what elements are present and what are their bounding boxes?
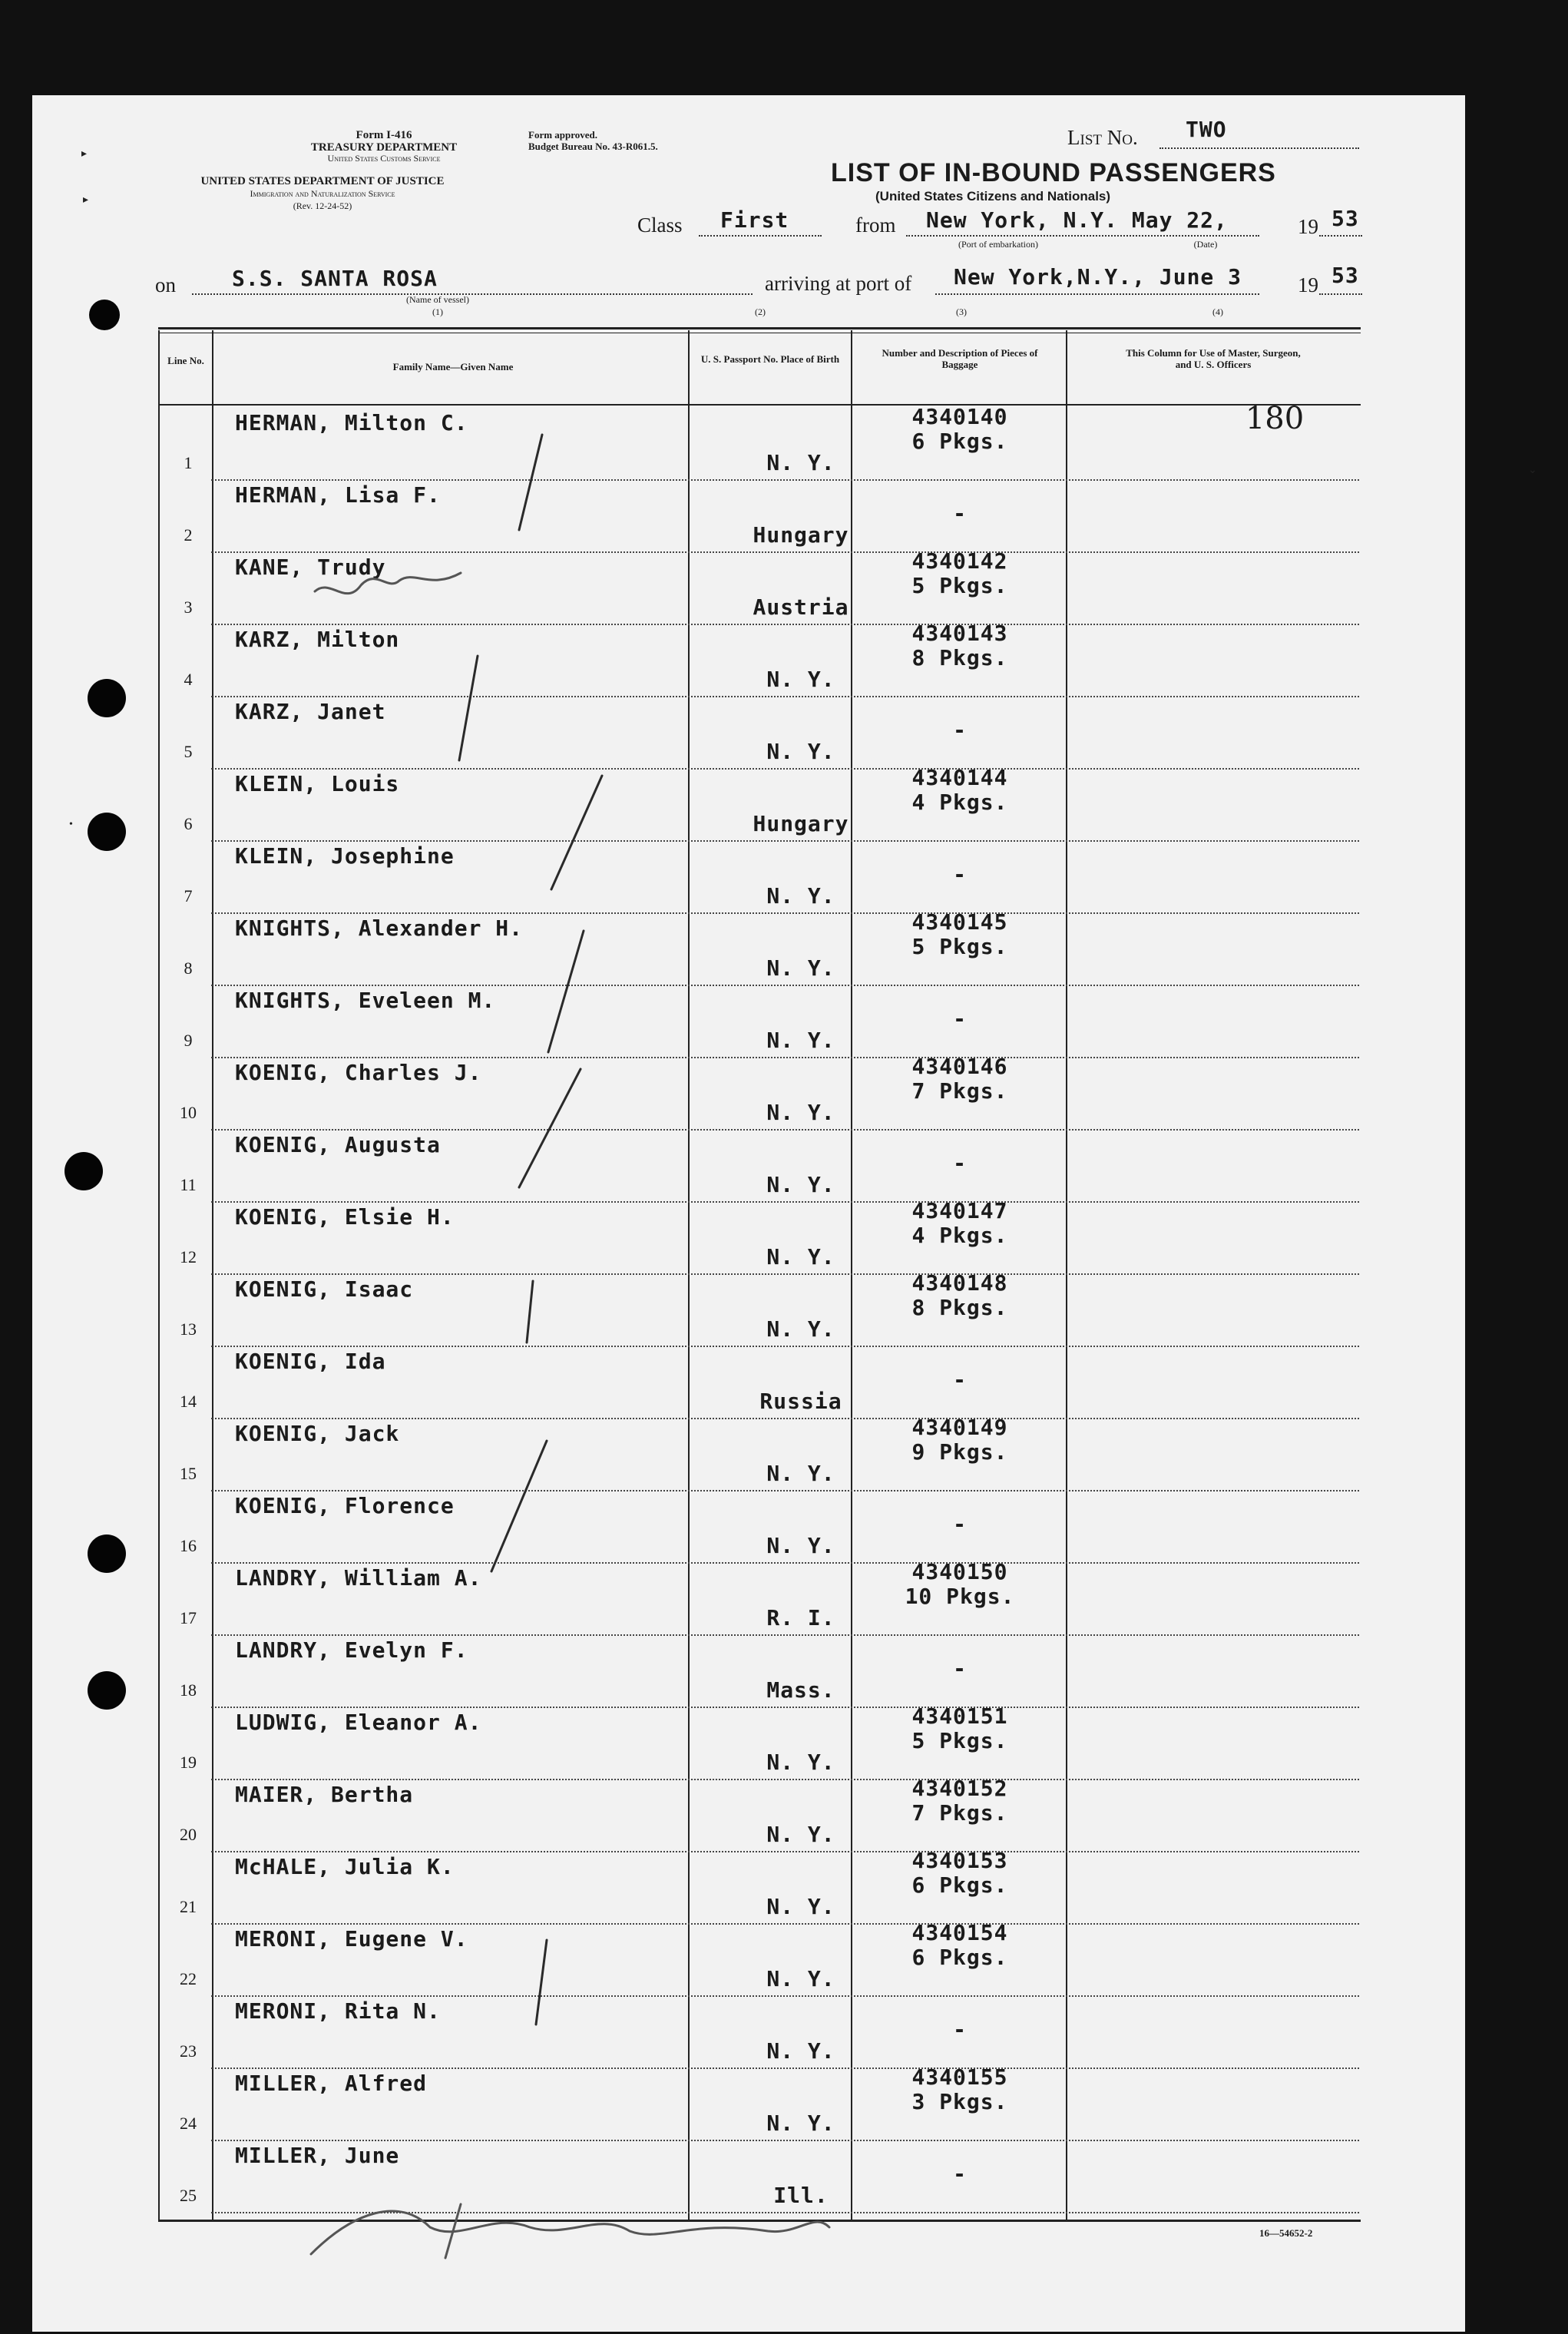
baggage-number: 4340144	[911, 765, 1008, 790]
table-row	[0, 1848, 1568, 1928]
passenger-name: KLEIN, Louis	[235, 771, 400, 796]
passenger-name: KOENIG, Jack	[235, 1421, 400, 1446]
line-number: 23	[180, 2041, 197, 2061]
baggage-description: 5 Pkgs.	[911, 573, 1008, 598]
row-rule	[211, 1923, 1359, 1925]
from-label: from	[855, 214, 896, 237]
baggage-number: 4340150	[911, 1559, 1008, 1584]
baggage-description: 6 Pkgs.	[911, 1872, 1008, 1898]
table-row	[0, 401, 1568, 484]
line-number: 8	[184, 958, 193, 978]
list-subtitle: (United States Citizens and Nationals)	[875, 189, 1111, 204]
table-row	[0, 1920, 1568, 2000]
line-number: 24	[180, 2114, 197, 2133]
row-rule	[211, 1851, 1359, 1852]
year-1: 53	[1331, 206, 1359, 231]
naturalization-service: Immigration and Naturalization Service	[250, 188, 395, 199]
place-of-birth: R. I.	[766, 1605, 835, 1630]
place-of-birth: N. Y.	[766, 1316, 835, 1342]
row-rule	[211, 840, 1359, 842]
line-number: 13	[180, 1319, 197, 1339]
line-number: 14	[180, 1392, 197, 1411]
passenger-name: MILLER, June	[235, 2143, 400, 2168]
baggage-description: -	[953, 1656, 967, 1681]
line-number: 7	[184, 886, 193, 905]
passenger-name: KOENIG, Ida	[235, 1349, 386, 1374]
revision-date: (Rev. 12-24-52)	[293, 200, 352, 211]
row-rule	[211, 1562, 1359, 1564]
baggage-number: 4340155	[911, 2064, 1008, 2090]
line-number: 1	[184, 453, 193, 472]
place-of-birth: N. Y.	[766, 1172, 835, 1197]
place-of-birth: N. Y.	[766, 1100, 835, 1125]
year-prefix-1: 19	[1298, 215, 1318, 238]
list-number-label: List No.	[1067, 126, 1138, 149]
place-of-birth: N. Y.	[766, 739, 835, 764]
header-bottom-rule	[158, 404, 1361, 406]
line-number: 22	[180, 1969, 197, 1988]
embarkation-port-date: New York, N.Y. May 22,	[926, 207, 1228, 233]
line-number: 6	[184, 814, 193, 833]
row-rule	[211, 696, 1359, 697]
baggage-number: 4340153	[911, 1848, 1008, 1873]
passenger-name: HERMAN, Lisa F.	[235, 482, 441, 508]
passenger-name: KNIGHTS, Alexander H.	[235, 915, 524, 941]
passenger-name: MILLER, Alfred	[235, 2071, 428, 2096]
passenger-name: KOENIG, Charles J.	[235, 1060, 482, 1085]
budget-bureau-number: Budget Bureau No. 43-R061.5.	[528, 141, 658, 152]
row-rule	[211, 1490, 1359, 1491]
baggage-description: 10 Pkgs.	[905, 1584, 1015, 1609]
line-number: 16	[180, 1536, 197, 1555]
baggage-description: -	[953, 1511, 967, 1537]
place-of-birth: N. Y.	[766, 1028, 835, 1053]
arrival-port-date: New York,N.Y., June 3	[954, 264, 1242, 290]
table-row	[0, 700, 1568, 773]
place-of-birth: Russia	[759, 1389, 842, 1414]
baggage-number: 4340146	[911, 1054, 1008, 1079]
baggage-description: 9 Pkgs.	[911, 1439, 1008, 1465]
line-number: 20	[180, 1825, 197, 1844]
vessel-caption: (Name of vessel)	[406, 294, 469, 305]
baggage-description: 8 Pkgs.	[911, 645, 1008, 670]
class-value: First	[720, 207, 789, 233]
column-header-name: Family Name—Given Name	[392, 361, 514, 372]
table-row	[0, 1134, 1568, 1206]
baggage-description: 5 Pkgs.	[911, 934, 1008, 959]
passenger-name: KOENIG, Elsie H.	[235, 1204, 455, 1230]
line-number: 3	[184, 598, 193, 617]
place-of-birth: Austria	[753, 594, 849, 620]
passenger-name: MERONI, Rita N.	[235, 1998, 441, 2024]
column-caption-1: (1)	[432, 306, 443, 317]
line-number: 19	[180, 1753, 197, 1772]
date-caption: (Date)	[1193, 239, 1218, 250]
place-of-birth: Mass.	[766, 1677, 835, 1703]
passenger-name: KOENIG, Augusta	[235, 1132, 441, 1157]
passenger-name: KARZ, Milton	[235, 627, 400, 652]
table-top-rule	[158, 327, 1361, 329]
table-row	[0, 1198, 1568, 1278]
list-number: TWO	[1186, 117, 1227, 142]
place-of-birth: Hungary	[753, 522, 849, 548]
baggage-description: 5 Pkgs.	[911, 1728, 1008, 1753]
passenger-name: HERMAN, Milton C.	[235, 410, 468, 435]
place-of-birth: N. Y.	[766, 1966, 835, 1991]
baggage-number: 4340147	[911, 1198, 1008, 1223]
baggage-description: 7 Pkgs.	[911, 1800, 1008, 1826]
table-row	[0, 2064, 1568, 2144]
row-rule	[211, 1346, 1359, 1347]
punch-hole	[89, 300, 120, 330]
table-row	[0, 1495, 1568, 1567]
passenger-name: McHALE, Julia K.	[235, 1854, 455, 1879]
baggage-description: -	[953, 1367, 967, 1392]
baggage-description: 4 Pkgs.	[911, 1223, 1008, 1248]
baggage-description: -	[953, 862, 967, 887]
table-row	[0, 765, 1568, 845]
edge-mark: ▸	[81, 148, 88, 160]
line-number: 11	[180, 1175, 197, 1194]
passenger-name: MERONI, Eugene V.	[235, 1926, 468, 1952]
table-row	[0, 1559, 1568, 1639]
place-of-birth: N. Y.	[766, 667, 835, 692]
table-row	[0, 989, 1568, 1061]
row-rule	[211, 2212, 1359, 2213]
edge-mark: ▸	[83, 194, 89, 206]
row-rule	[211, 768, 1359, 770]
officer-notation: 180	[1245, 401, 1305, 436]
column-caption-2: (2)	[755, 306, 766, 317]
baggage-number: 4340148	[911, 1270, 1008, 1296]
line-number: 2	[184, 525, 193, 545]
table-bottom-rule	[158, 2220, 1361, 2222]
column-header-passport: U. S. Passport No. Place of Birth	[700, 353, 840, 365]
row-rule	[211, 1707, 1359, 1708]
baggage-description: 8 Pkgs.	[911, 1295, 1008, 1320]
table-row	[0, 621, 1568, 700]
line-number: 18	[180, 1680, 197, 1700]
place-of-birth: N. Y.	[766, 2111, 835, 2136]
baggage-description: -	[953, 717, 967, 743]
table-row	[0, 2000, 1568, 2072]
table-row	[0, 845, 1568, 917]
column-header-baggage: Number and Description of Pieces of Baggage	[882, 347, 1038, 370]
row-rule	[211, 1418, 1359, 1419]
line-number: 25	[180, 2186, 197, 2205]
baggage-number: 4340140	[911, 404, 1008, 429]
on-label: on	[155, 273, 176, 296]
passenger-name: KARZ, Janet	[235, 699, 386, 724]
form-approved: Form approved.	[528, 129, 598, 141]
table-row	[0, 548, 1568, 628]
row-rule	[211, 2140, 1359, 2141]
baggage-number: 4340149	[911, 1415, 1008, 1440]
passenger-name: MAIER, Bertha	[235, 1782, 414, 1807]
table-row	[0, 1639, 1568, 1711]
row-rule	[211, 624, 1359, 625]
passenger-name: LUDWIG, Eleanor A.	[235, 1710, 482, 1735]
justice-department: UNITED STATES DEPARTMENT OF JUSTICE	[200, 175, 445, 187]
passenger-name: LANDRY, William A.	[235, 1565, 482, 1591]
table-row	[0, 2144, 1568, 2216]
place-of-birth: N. Y.	[766, 1750, 835, 1775]
column-header-line: Line No.	[167, 355, 204, 366]
table-row	[0, 1415, 1568, 1495]
passenger-name: KOENIG, Florence	[235, 1493, 455, 1518]
table-row	[0, 1270, 1568, 1350]
baggage-description: -	[953, 2017, 967, 2042]
edge-mark: ⌄	[1528, 465, 1537, 476]
arriving-label: arriving at port of	[765, 272, 912, 295]
line-number: 10	[180, 1103, 197, 1122]
edge-mark: •	[69, 819, 73, 830]
table-row	[0, 909, 1568, 989]
table-row	[0, 1776, 1568, 1856]
form-footer-code: 16—54652-2	[1259, 2227, 1313, 2239]
baggage-description: 4 Pkgs.	[911, 790, 1008, 815]
row-rule	[211, 1129, 1359, 1131]
row-rule	[211, 1057, 1359, 1058]
line-number: 9	[184, 1031, 193, 1050]
baggage-description: 3 Pkgs.	[911, 2089, 1008, 2114]
baggage-description: 7 Pkgs.	[911, 1078, 1008, 1104]
class-label: Class	[637, 214, 683, 237]
baggage-number: 4340142	[911, 548, 1008, 574]
passenger-name: KNIGHTS, Eveleen M.	[235, 988, 496, 1013]
column-caption-4: (4)	[1212, 306, 1223, 317]
line-number: 12	[180, 1247, 197, 1266]
baggage-description: 6 Pkgs.	[911, 1945, 1008, 1970]
passenger-name: KLEIN, Josephine	[235, 843, 455, 869]
row-rule	[211, 912, 1359, 914]
baggage-number: 4340152	[911, 1776, 1008, 1801]
customs-service: United States Customs Service	[327, 153, 441, 164]
baggage-number: 4340151	[911, 1703, 1008, 1729]
treasury-department: TREASURY DEPARTMENT	[310, 141, 458, 154]
table-row	[0, 1703, 1568, 1783]
place-of-birth: N. Y.	[766, 450, 835, 475]
row-rule	[211, 551, 1359, 553]
baggage-description: -	[953, 2161, 967, 2187]
passenger-name: KOENIG, Isaac	[235, 1276, 414, 1302]
place-of-birth: N. Y.	[766, 955, 835, 981]
baggage-description: -	[953, 1150, 967, 1176]
port-embarkation-caption: (Port of embarkation)	[958, 239, 1038, 250]
line-number: 21	[180, 1897, 197, 1916]
place-of-birth: Ill.	[773, 2183, 829, 2208]
table-row	[0, 484, 1568, 556]
baggage-description: -	[953, 501, 967, 526]
year-prefix-2: 19	[1298, 273, 1318, 296]
row-rule	[211, 1779, 1359, 1780]
baggage-number: 4340143	[911, 621, 1008, 646]
row-rule	[211, 2067, 1359, 2069]
column-header-officers: This Column for Use of Master, Surgeon, and U. S. Officers	[1126, 347, 1301, 370]
place-of-birth: Hungary	[753, 811, 849, 836]
line-number: 4	[184, 670, 193, 689]
row-rule	[211, 1201, 1359, 1203]
line-number: 15	[180, 1464, 197, 1483]
place-of-birth: N. Y.	[766, 1533, 835, 1558]
row-rule	[211, 985, 1359, 986]
table-row	[0, 1350, 1568, 1422]
list-title: LIST OF IN-BOUND PASSENGERS	[831, 158, 1276, 187]
table-row	[0, 1054, 1568, 1134]
baggage-number: 4340145	[911, 909, 1008, 935]
row-rule	[211, 1995, 1359, 1997]
place-of-birth: N. Y.	[766, 1461, 835, 1486]
baggage-description: -	[953, 1006, 967, 1031]
place-of-birth: N. Y.	[766, 2038, 835, 2064]
row-rule	[211, 1273, 1359, 1275]
line-number: 5	[184, 742, 193, 761]
place-of-birth: N. Y.	[766, 1894, 835, 1919]
vessel-name: S.S. SANTA ROSA	[232, 266, 438, 291]
baggage-number: 4340154	[911, 1920, 1008, 1945]
year-2: 53	[1331, 263, 1359, 288]
row-rule	[211, 1634, 1359, 1636]
place-of-birth: N. Y.	[766, 1822, 835, 1847]
place-of-birth: N. Y.	[766, 883, 835, 909]
passenger-name: KANE, Trudy	[235, 555, 386, 580]
place-of-birth: N. Y.	[766, 1244, 835, 1270]
row-rule	[211, 479, 1359, 481]
passenger-name: LANDRY, Evelyn F.	[235, 1637, 468, 1663]
line-number: 17	[180, 1608, 197, 1627]
column-caption-3: (3)	[956, 306, 967, 317]
form-number: Form I-416	[356, 129, 412, 141]
baggage-description: 6 Pkgs.	[911, 429, 1008, 454]
